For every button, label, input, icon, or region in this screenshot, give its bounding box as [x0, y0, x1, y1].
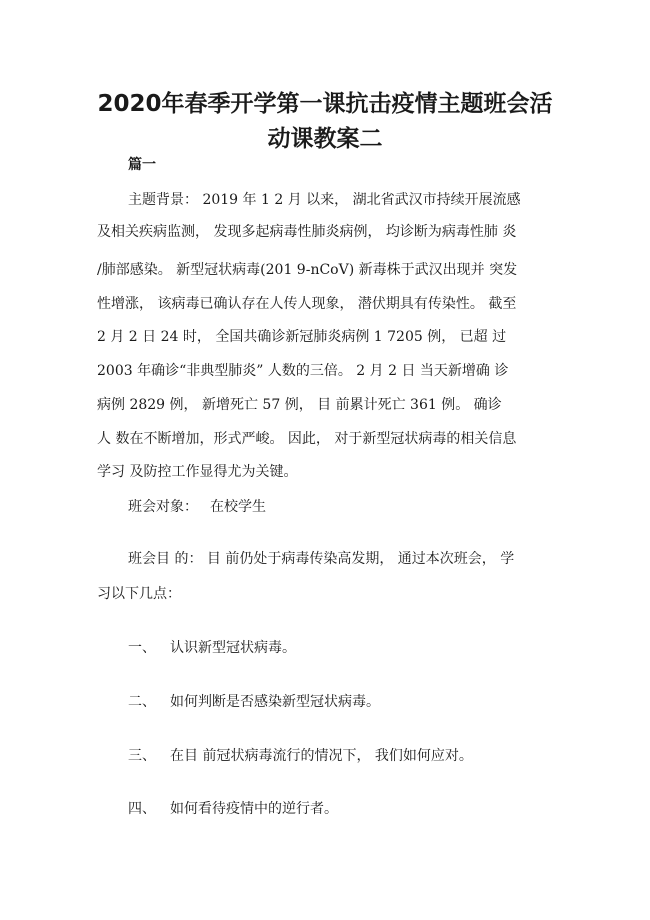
target-row — [128, 497, 266, 517]
point-number: 二、 — [128, 694, 156, 710]
point-number: 三、 — [128, 748, 156, 764]
point-item-4 — [128, 799, 338, 819]
document-title-line-2: 动课教案二 — [267, 126, 383, 152]
point-item-2 — [128, 692, 380, 712]
point-text: 认识新型冠状病毒。 — [170, 640, 296, 656]
background-line-9: 学习 及防控工作显得尤为关键。 — [97, 464, 298, 480]
section-heading: 篇一 — [128, 157, 156, 173]
point-item-3 — [128, 746, 473, 766]
point-text: 在目 前冠状病毒流行的情况下， 我们如何应对。 — [170, 748, 473, 764]
background-line-4: 性增涨， 该病毒已确认存在人传人现象， 潜伏期具有传染性。 截至 — [97, 296, 517, 312]
point-text: 如何看待疫情中的逆行者。 — [170, 801, 338, 817]
target-label: 班会对象： — [128, 499, 198, 515]
document-title-line-1: 2020年春季开学第一课抗击疫情主题班会活 — [97, 91, 553, 117]
target-value: 在校学生 — [210, 499, 266, 515]
background-line-8: 人 数在不断增加，形式严峻。 因此， 对于新型冠状病毒的相关信息 — [97, 431, 517, 447]
point-number: 四、 — [128, 801, 156, 817]
background-line-7: 病例 2829 例， 新增死亡 57 例， 目 前累计死亡 361 例。 确诊 — [97, 397, 502, 413]
background-line-5: 2 月 2 日 24 时， 全国共确诊新冠肺炎病例 1 7205 例， 已超 过 — [97, 329, 507, 345]
background-line-3: /肺部感染。 新型冠状病毒(201 9-nCoV) 新毒株于武汉出现并 突发 — [97, 262, 518, 278]
goal-line-1: 班会目 的： 目 前仍处于病毒传染高发期， 通过本次班会， 学 — [128, 551, 515, 567]
background-line-1: 主题背景： 2019 年 1 2 月 以来， 湖北省武汉市持续开展流感 — [128, 192, 521, 208]
background-line-6: 2003 年确诊“非典型肺炎” 人数的三倍。 2 月 2 日 当天新增确 诊 — [97, 363, 509, 379]
goal-line-2: 习以下几点： — [97, 586, 181, 602]
background-line-2: 及相关疾病监测， 发现多起病毒性肺炎病例， 均诊断为病毒性肺 炎 — [97, 224, 517, 240]
point-text: 如何判断是否感染新型冠状病毒。 — [170, 694, 380, 710]
point-item-1 — [128, 638, 296, 658]
point-number: 一、 — [128, 640, 156, 656]
